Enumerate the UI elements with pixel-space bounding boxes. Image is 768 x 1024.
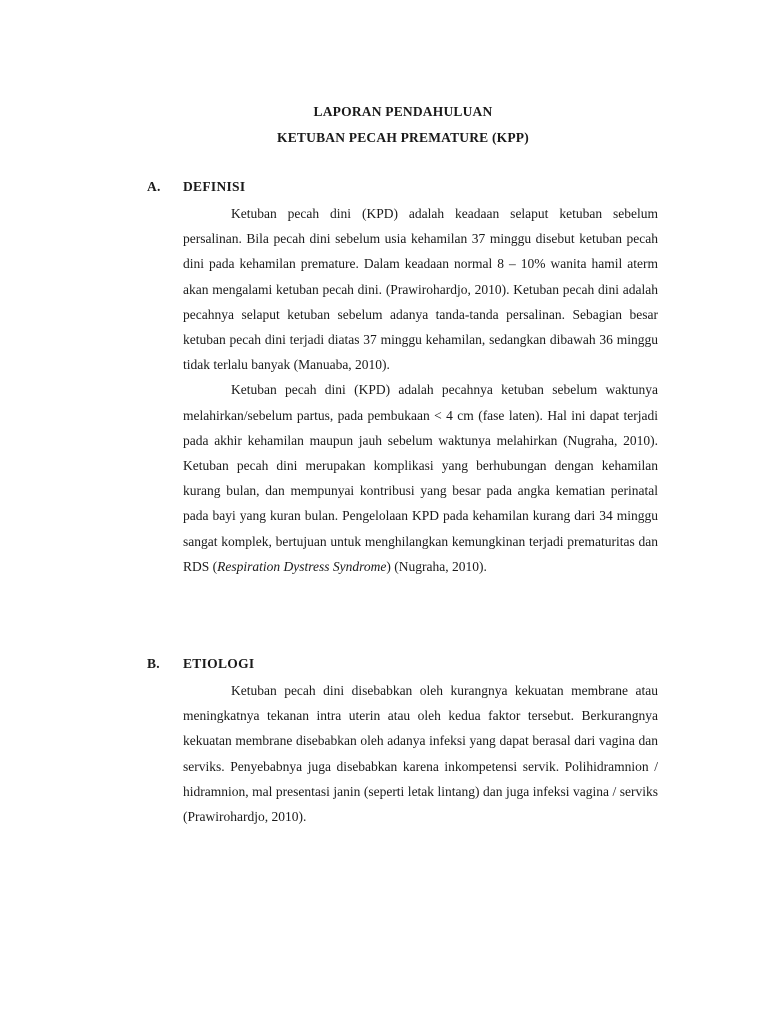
section-heading-definisi (147, 179, 245, 195)
paragraph-text: ) (Nugraha, 2010). (386, 558, 487, 574)
paragraph: Ketuban pecah dini (KPD) adalah keadaan selaput ketuban sebelum persalinan. Bila pecah dini sebelum usia kehamilan 37 minggu disebut ketuban pecah dini pada kehamilan premature. Dalam keadaan normal 8 – 10% wanita hamil aterm akan mengalami ketuban pecah dini. (Prawirohardjo, 2010). Ketuban pecah dini adalah pecahnya selaput ketuban sebelum adanya tanda-tanda persalinan. Sebagian besar ketuban pecah dini terjadi diatas 37 minggu kehamilan, sedangkan dibawah 36 minggu tidak terlalu banyak (Manuaba, 2010). (183, 206, 658, 373)
section-title: ETIOLOGI (183, 656, 255, 671)
paragraph (183, 377, 658, 579)
paragraph-italic-term: Respiration Dystress Syndrome (217, 558, 387, 574)
document-title-line-1: LAPORAN PENDAHULUAN (313, 104, 493, 119)
section-letter: B. (147, 656, 160, 671)
paragraph-text: Ketuban pecah dini (KPD) adalah pecahnya ketuban sebelum waktunya melahirkan/sebelum partus, pada pembukaan < 4 cm (fase laten). Hal ini dapat terjadi pada akhir kehamilan maupun jauh sebelum waktunya melahirkan (Nugraha, 2010). Ketuban pecah dini merupakan komplikasi yang berhubungan dengan kehamilan kurang bulan, dan mempunyai kontribusi yang besar pada angka kematian perinatal pada bayi yang kuran bulan. Pengelolaan KPD pada kehamilan kurang dari 34 minggu sangat komplek, bertujuan untuk menghilangkan kemungkinan terjadi prematuritas dan RDS ( (183, 382, 658, 574)
section-body-etiologi (183, 678, 658, 829)
section-title: DEFINISI (183, 179, 246, 194)
paragraph: Ketuban pecah dini disebabkan oleh kurangnya kekuatan membrane atau meningkatnya tekanan intra uterin atau oleh kedua faktor tersebut. Berkurangnya kekuatan membrane disebabkan oleh adanya infeksi yang dapat berasal dari vagina dan serviks. Penyebabnya juga disebabkan karena inkompetensi servik. Polihidramnion / hidramnion, mal presentasi janin (seperti letak lintang) dan juga infeksi vagina / serviks (Prawirohardjo, 2010). (183, 683, 658, 825)
section-body-definisi (183, 201, 658, 579)
document-title-line-2: KETUBAN PECAH PREMATURE (KPP) (277, 130, 529, 145)
section-heading-etiologi (147, 656, 254, 672)
section-letter: A. (147, 179, 161, 194)
